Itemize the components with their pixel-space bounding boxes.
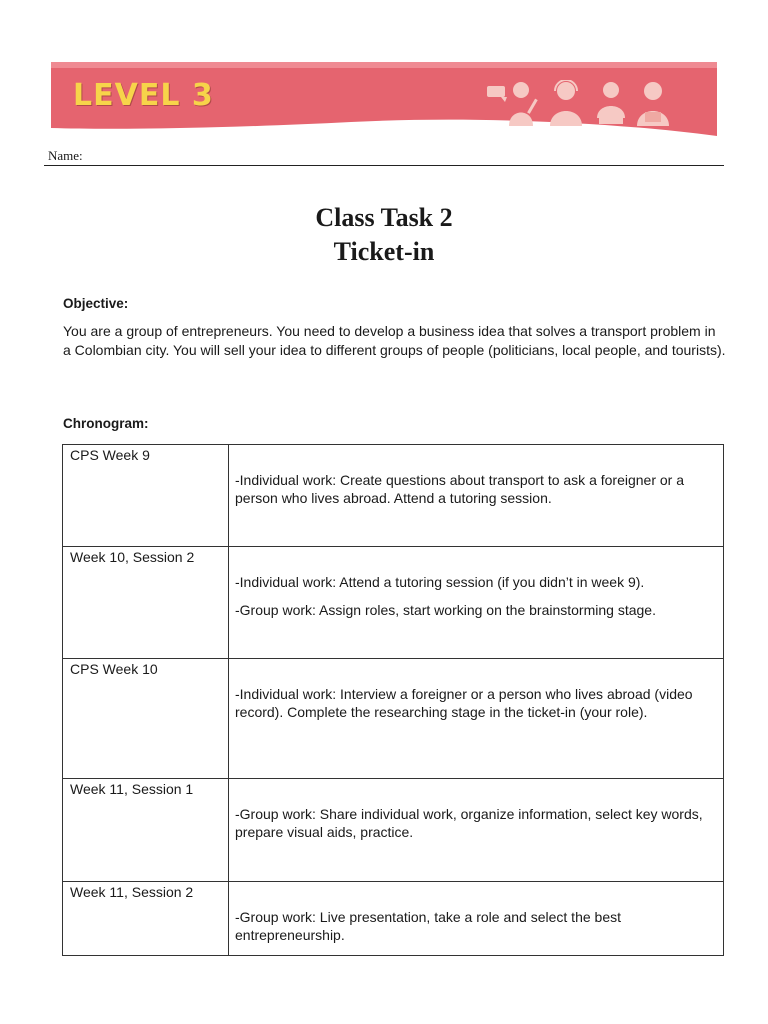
table-row	[63, 659, 724, 779]
task-text: -Individual work: Attend a tutoring session (if you didn’t in week 9).	[235, 574, 645, 590]
task-text: -Group work: Live presentation, take a role and select the best entrepreneurship.	[235, 909, 621, 943]
row-when: Week 11, Session 1	[63, 779, 229, 882]
person-reading-icon	[633, 80, 673, 126]
row-tasks	[229, 445, 724, 547]
chronogram-heading: Chronogram:	[63, 416, 149, 431]
table-row	[63, 445, 724, 547]
speech-bubble-presenter-icon	[487, 80, 541, 126]
row-when: Week 10, Session 2	[63, 547, 229, 659]
person-laptop-icon	[593, 80, 629, 126]
objective-text: You are a group of entrepreneurs. You need to develop a business idea that solves a transport problem in a Colombian city. You will sell your idea to different groups of people (politicians, local people, and tourists).	[63, 323, 726, 358]
row-tasks	[229, 659, 724, 779]
objective-heading: Objective:	[63, 296, 129, 311]
table-row	[63, 779, 724, 882]
page-title: Class Task 2	[315, 203, 453, 232]
row-tasks	[229, 779, 724, 882]
name-field-line[interactable]	[44, 165, 724, 166]
task-text: -Group work: Assign roles, start working on the brainstorming stage.	[235, 602, 656, 618]
row-tasks	[229, 547, 724, 659]
level-label: LEVEL 3	[73, 78, 214, 113]
table-row	[63, 547, 724, 659]
page-subtitle: Ticket-in	[333, 237, 435, 266]
task-text: -Individual work: Interview a foreigner or a person who lives abroad (video record). Complete the researching stage in the ticket-in (your role).	[235, 686, 693, 720]
row-when: CPS Week 10	[63, 659, 229, 779]
name-field-label: Name:	[48, 148, 83, 163]
task-text: -Individual work: Create questions about transport to ask a foreigner or a person who lives abroad. Attend a tutoring session.	[235, 472, 685, 506]
row-when: Week 11, Session 2	[63, 882, 229, 956]
chronogram-table	[62, 444, 724, 956]
person-headset-icon	[547, 80, 585, 126]
row-when: CPS Week 9	[63, 445, 229, 547]
row-tasks	[229, 882, 724, 956]
table-row	[63, 882, 724, 956]
level-banner	[51, 62, 717, 138]
task-text: -Group work: Share individual work, organize information, select key words, prepare visual aids, practice.	[235, 806, 703, 840]
